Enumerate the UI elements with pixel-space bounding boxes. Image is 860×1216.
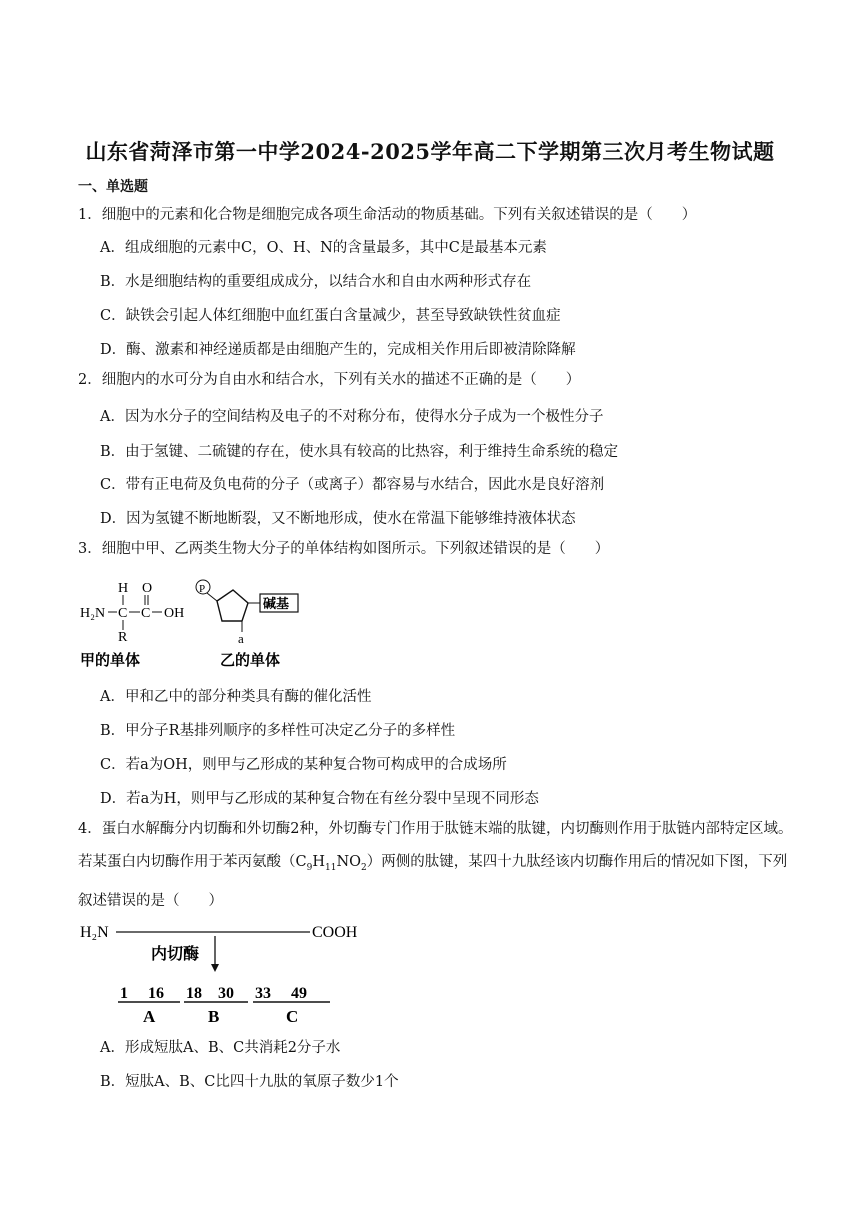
question-4-option-a: A．形成短肽A、B、C共消耗2分子水 [100, 1040, 341, 1056]
base-label: 碱基 [263, 596, 290, 611]
peptide-cleavage-figure [78, 918, 398, 1028]
monomer-structures-figure [78, 575, 318, 670]
enzyme-label: 内切酶 [151, 946, 200, 963]
question-2-option-c: C．带有正电荷及负电荷的分子（或离子）都容易与水结合，因此水是良好溶剂 [100, 477, 605, 493]
segment-b-label: B [208, 1007, 220, 1026]
question-2-option-d: D．因为氢键不断地断裂，又不断地形成，使水在常温下能够维持液体状态 [100, 511, 576, 527]
question-4-stem: 4．蛋白水解酶分内切酶和外切酶2种，外切酶专门作用于肽链末端的肽键，内切酶则作用于肽链内部特定区域。若某蛋白内切酶作用于苯丙氨酸$(C_9H_{11}NO_2)$两侧的肽键，某四十九肽经该内切酶作用后的情况如下图，下列叙述错误的是（ ） [78, 821, 793, 909]
amino-oh: OH [164, 606, 185, 621]
segment-b-numbers: 18 30 [186, 985, 235, 1002]
amino-o: O [142, 581, 153, 596]
segment-c-label: C [286, 1007, 299, 1026]
question-3-stem: 3．细胞中甲、乙两类生物大分子的单体结构如图所示。下列叙述错误的是（ ） [78, 541, 610, 557]
question-3-option-a: A．甲和乙中的部分种类具有酶的催化活性 [100, 689, 372, 705]
peptide-cooh: COOH [312, 924, 358, 941]
question-3-option-b: B．甲分子R基排列顺序的多样性可决定乙分子的多样性 [100, 723, 456, 739]
segment-a-numbers: 1 16 [120, 985, 165, 1002]
segment-a-label: A [143, 1007, 156, 1026]
question-1-option-c: C．缺铁会引起人体红细胞中血红蛋白含量减少，甚至导致缺铁性贫血症 [100, 308, 561, 324]
question-3-option-d: D．若a为H，则甲与乙形成的某种复合物在有丝分裂中呈现不同形态 [100, 791, 539, 807]
question-1-option-d: D．酶、激素和神经递质都是由细胞产生的，完成相关作用后即被清除降解 [100, 342, 576, 358]
caption-monomer-yi: 乙的单体 [220, 653, 281, 669]
section-heading: 一、单选题 [78, 179, 148, 195]
phosphate-p: P [199, 583, 206, 595]
amino-h2n: H₂N [80, 606, 106, 621]
question-1-option-b: B．水是细胞结构的重要组成成分，以结合水和自由水两种形式存在 [100, 274, 532, 290]
question-1-stem: 1．细胞中的元素和化合物是细胞完成各项生命活动的物质基础。下列有关叙述错误的是（ ） [78, 207, 697, 223]
peptide-h2n: H₂N [80, 924, 109, 941]
question-1-option-a: A．组成细胞的元素中C，O、H、N的含量最多，其中C是最基本元素 [100, 240, 547, 256]
question-2-option-b: B．由于氢键、二硫键的存在，使水具有较高的比热容，利于维持生命系统的稳定 [100, 444, 619, 460]
question-3-option-c: C．若a为OH，则甲与乙形成的某种复合物可构成甲的合成场所 [100, 757, 507, 773]
question-4-option-b: B．短肽A、B、C比四十九肽的氧原子数少1个 [100, 1074, 399, 1090]
sugar-a-label: a [238, 631, 244, 646]
page-title: 山东省菏泽市第一中学2024-2025学年高二下学期第三次月考生物试题 [85, 139, 775, 164]
amino-h: H [118, 581, 129, 596]
amino-r: R [118, 630, 128, 645]
question-2-option-a: A．因为水分子的空间结构及电子的不对称分布，使得水分子成为一个极性分子 [100, 409, 604, 425]
amino-c1: C [118, 606, 128, 621]
segment-c-numbers: 33 49 [255, 985, 308, 1002]
question-2-stem: 2．细胞内的水可分为自由水和结合水，下列有关水的描述不正确的是（ ） [78, 372, 581, 388]
caption-monomer-jia: 甲的单体 [80, 653, 141, 669]
amino-c2: C [141, 606, 151, 621]
